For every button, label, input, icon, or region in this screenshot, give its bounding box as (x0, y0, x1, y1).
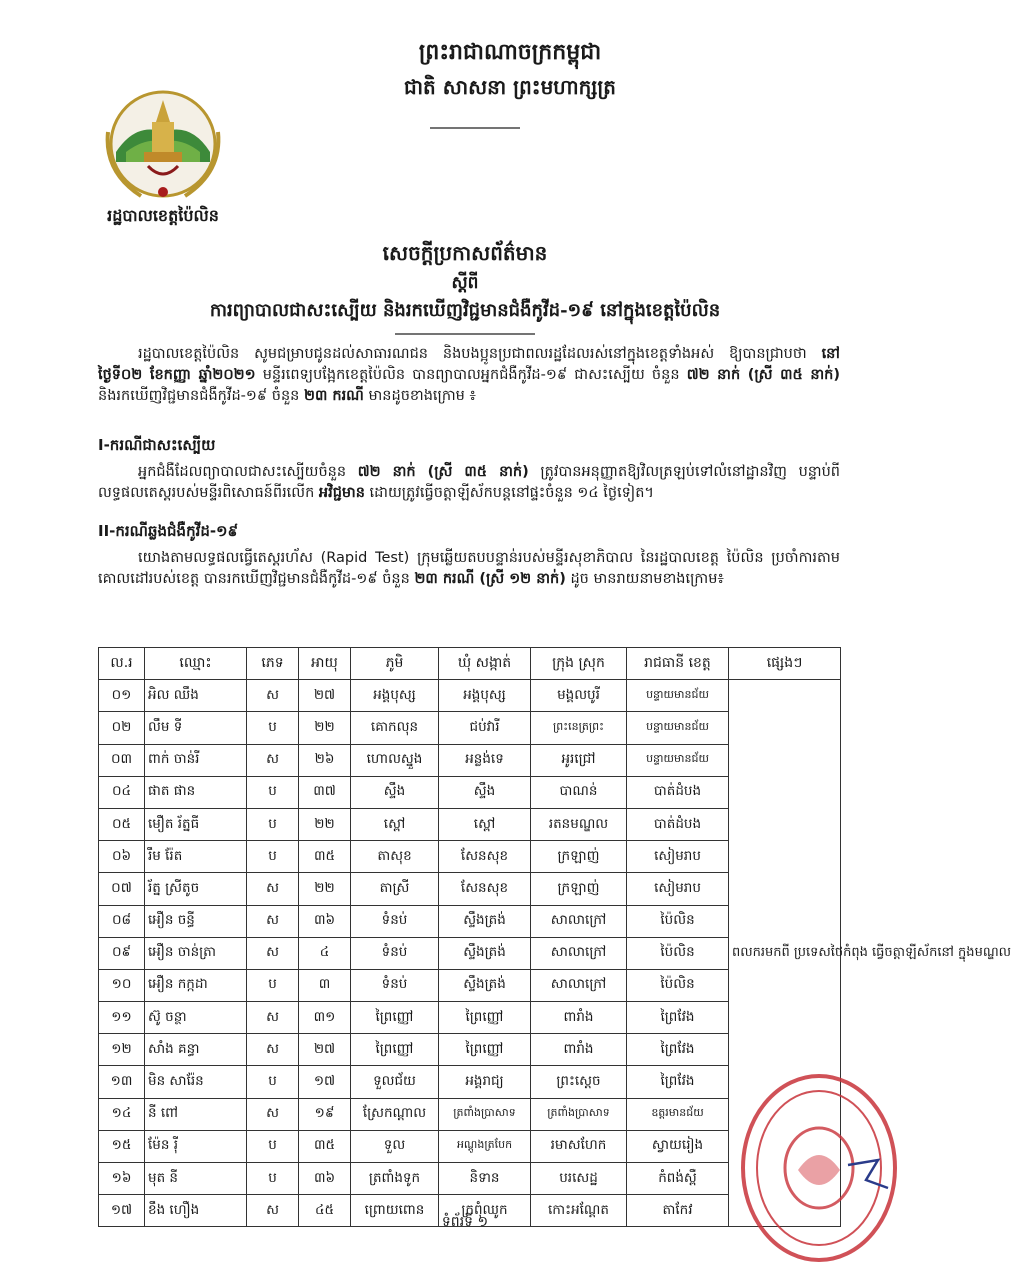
cell-sex: ស (247, 905, 299, 937)
cell-district: មង្គលបូរី (531, 680, 627, 712)
cell-commune: ព្រៃញ្ញៅ (439, 1034, 531, 1066)
cell-village: ទួល (351, 1130, 439, 1162)
col-header-district: ក្រុង ស្រុក (531, 648, 627, 680)
cell-remarks: ពលករមកពី ប្រទេសថៃកំពុង ធ្វើចត្តាឡីស័កនៅ ក្នុងមណ្ឌល (729, 680, 841, 1227)
cell-province: ប៉ៃលិន (627, 905, 729, 937)
cell-district: ក្រឡាញ់ (531, 873, 627, 905)
cell-no: ០៦ (99, 841, 145, 873)
title-divider-icon (395, 330, 535, 338)
cell-district: សាលាក្រៅ (531, 905, 627, 937)
cell-sex: ស (247, 1195, 299, 1227)
cell-commune: ស្ពៅ (439, 808, 531, 840)
cell-commune: ស្ទឹងត្រង់ (439, 969, 531, 1001)
cases-paragraph: យោងតាមលទ្ធផលធ្វើតេស្តរហ័ស (Rapid Test) ក្រុមឆ្លើយតបបន្ទាន់របស់មន្ទីរសុខាភិបាល នៃរដ្ឋបាលខេត្ត ប៉ៃលិន ប្រចាំការតាមគោលដៅរបស់ខេត្ត បានរកឃើញវិជ្ជមានជំងឺកូវីដ-១៩ ចំនួន ២៣ ករណី (ស្រី ១២ នាក់) ដូច មានរាយនាមខាងក្រោម៖ (98, 550, 840, 587)
administration-name: រដ្ឋបាលខេត្តប៉ៃលិន (107, 206, 219, 225)
cell-sex: ស (247, 1098, 299, 1130)
cell-commune: ស្ទឹងត្រង់ (439, 937, 531, 969)
intro-paragraph: រដ្ឋបាលខេត្តប៉ៃលិន សូមជម្រាបជូនដល់សាធារណជន និងបងប្អូនប្រជាពលរដ្ឋដែលរស់នៅក្នុងខេត្តទាំងអស់ ឱ្យបានជ្រាបថា នៅថ្ងៃទី០២ ខែកញ្ញា ឆ្នាំ២០២១ មន្ទីរពេទ្យបង្អែកខេត្តប៉ៃលិន បានព្យាបាលអ្នកជំងឺកូវីដ-១៩ ជាសះស្បើយ ចំនួន ៧២ នាក់ (ស្រី ៣៥ នាក់) និងរកឃើញវិជ្ជមានជំងឺកូវីដ-១៩ ចំនួន ២៣ ករណី មានដូចខាងក្រោម ៖ (98, 346, 841, 404)
cell-age: ២២ (299, 873, 351, 905)
cell-no: ១៥ (99, 1130, 145, 1162)
table-header-row (99, 648, 841, 680)
cell-no: ០៨ (99, 905, 145, 937)
cell-village: ត្រពាំងទូក (351, 1163, 439, 1195)
cell-sex: ស (247, 1002, 299, 1034)
cell-sex: ប (247, 776, 299, 808)
cell-village: តាស្រី (351, 873, 439, 905)
cell-village: គោកលុន (351, 712, 439, 744)
section-cases-heading: II-ករណីឆ្លងជំងឺកូវីដ-១៩ (98, 522, 239, 540)
cell-village: ព្រៃញ្ញៅ (351, 1002, 439, 1034)
col-header-no: ល.រ (99, 648, 145, 680)
cell-age: ៣ (299, 969, 351, 1001)
cell-village: ព្រោយពោន (351, 1195, 439, 1227)
cell-name: នី ពៅ (145, 1098, 247, 1130)
document-subject: ការព្យាបាលជាសះស្បើយ និងរកឃើញវិជ្ជមានជំងឺកូវីដ-១៩ នៅក្នុងខេត្តប៉ៃលិន (209, 300, 721, 321)
table-row (99, 680, 841, 712)
cell-district: ពារាំង (531, 1002, 627, 1034)
cell-no: ០២ (99, 712, 145, 744)
cell-name: អឿន កក្កដា (145, 969, 247, 1001)
cell-district: សាលាក្រៅ (531, 969, 627, 1001)
document-subtitle-about: ស្តីពី (451, 273, 479, 293)
cell-commune: ព្រៃញ្ញៅ (439, 1002, 531, 1034)
cell-age: ២៧ (299, 1034, 351, 1066)
cell-province: បាត់ដំបង (627, 776, 729, 808)
col-header-sex: ភេទ (247, 648, 299, 680)
cell-age: ២៦ (299, 744, 351, 776)
cell-age: ១៧ (299, 1066, 351, 1098)
cell-name: រ័ត្ន ស្រីតូច (145, 873, 247, 905)
cell-sex: ប (247, 712, 299, 744)
cell-name: ផាត ផាន (145, 776, 247, 808)
cell-no: ០៥ (99, 808, 145, 840)
cell-age: ៣៥ (299, 1130, 351, 1162)
cell-village: តាសុខ (351, 841, 439, 873)
cell-sex: ប (247, 1163, 299, 1195)
cell-age: ៣៦ (299, 1163, 351, 1195)
cell-no: ១៤ (99, 1098, 145, 1130)
col-header-other: ផ្សេងៗ (729, 648, 841, 680)
cell-commune: អង្គបុស្ស (439, 680, 531, 712)
cell-age: ៣៦ (299, 905, 351, 937)
cell-sex: ស (247, 937, 299, 969)
official-red-seal-icon (738, 1070, 900, 1266)
cell-name: លឹម ទី (145, 712, 247, 744)
cell-no: ០៣ (99, 744, 145, 776)
cell-village: ព្រៃញ្ញៅ (351, 1034, 439, 1066)
cell-no: ០៤ (99, 776, 145, 808)
cell-age: ៣១ (299, 1002, 351, 1034)
page-number: ទំព័រទី ១ (441, 1214, 489, 1230)
cell-name: អិល ឈឹង (145, 680, 247, 712)
cell-village: ទួលជ័យ (351, 1066, 439, 1098)
case-count: ២៣ ករណី (303, 388, 364, 404)
cell-sex: ស (247, 680, 299, 712)
cell-commune: ស្ទឹង (439, 776, 531, 808)
cell-name: អឿន ចាន់ត្រា (145, 937, 247, 969)
cell-name: ពាក់ ចាន់រី (145, 744, 247, 776)
cell-village: ហោលស្នួង (351, 744, 439, 776)
col-header-age: អាយុ (299, 648, 351, 680)
cell-age: ៤ (299, 937, 351, 969)
cell-no: ១៣ (99, 1066, 145, 1098)
provincial-emblem-icon (96, 82, 230, 206)
cases-table (98, 647, 1011, 1227)
cell-village: ទំនប់ (351, 937, 439, 969)
cell-age: ៣៥ (299, 841, 351, 873)
cell-no: ១១ (99, 1002, 145, 1034)
recovered-paragraph: អ្នកជំងឺដែលព្យាបាលជាសះស្បើយចំនួន ៧២ នាក់ (ស្រី ៣៥ នាក់) ត្រូវបានអនុញ្ញាតឱ្យវិលត្រឡប់ទៅលំនៅដ្ឋានវិញ បន្ទាប់ពីលទ្ធផលតេស្តរបស់មន្ទីរពិសោធន៍ពីរលើក អវិជ្ជមាន ដោយត្រូវធ្វើចត្តាឡីស័កបន្តនៅផ្ទះចំនួន ១៤ ថ្ងៃទៀត។ (98, 464, 841, 501)
cell-province: បន្ទាយមានជ័យ (627, 680, 729, 712)
cell-province: បន្ទាយមានជ័យ (627, 744, 729, 776)
cell-province: ព្រៃវែង (627, 1066, 729, 1098)
cell-age: ២២ (299, 712, 351, 744)
cell-no: ១៧ (99, 1195, 145, 1227)
cell-age: ៤៥ (299, 1195, 351, 1227)
cell-no: ១០ (99, 969, 145, 1001)
cell-name: អឿន ចន្ធី (145, 905, 247, 937)
cell-age: ៣៧ (299, 776, 351, 808)
cell-village: អង្គបុស្ស (351, 680, 439, 712)
cell-village: ស្ពៅ (351, 808, 439, 840)
cell-commune: ត្រពាំងប្រាសាទ (439, 1098, 531, 1130)
cell-province: ព្រៃវែង (627, 1002, 729, 1034)
cell-sex: ប (247, 1130, 299, 1162)
cell-district: ត្រពាំងប្រាសាទ (531, 1098, 627, 1130)
cell-commune: សែនសុខ (439, 873, 531, 905)
cell-province: ឧត្តរមានជ័យ (627, 1098, 729, 1130)
cell-province: កំពង់ស្ពឺ (627, 1163, 729, 1195)
cell-province: ស្វាយរៀង (627, 1130, 729, 1162)
cell-sex: ស (247, 1034, 299, 1066)
cell-commune: ក្រពុំឈូក (439, 1195, 531, 1227)
col-header-village: ភូមិ (351, 648, 439, 680)
cell-district: បរសេដ្ឋ (531, 1163, 627, 1195)
ornament-divider-icon (430, 124, 520, 132)
kingdom-heading: ព្រះរាជាណាចក្រកម្ពុជា (418, 39, 602, 65)
cell-name: មឿត រ័ត្នធី (145, 808, 247, 840)
cell-district: កោះអណ្តែត (531, 1195, 627, 1227)
cell-district: អូរជ្រៅ (531, 744, 627, 776)
cell-commune: និទាន (439, 1163, 531, 1195)
cell-commune: អង្គរាជ្យ (439, 1066, 531, 1098)
cell-village: ទំនប់ (351, 969, 439, 1001)
cell-sex: ប (247, 969, 299, 1001)
cell-sex: ប (247, 841, 299, 873)
cell-province: តាកែវ (627, 1195, 729, 1227)
cell-sex: ប (247, 1066, 299, 1098)
cell-commune: សែនសុខ (439, 841, 531, 873)
cell-name: មុត នី (145, 1163, 247, 1195)
cell-province: សៀមរាប (627, 873, 729, 905)
cell-commune: អន្លង់ទេ (439, 744, 531, 776)
cell-no: ០៩ (99, 937, 145, 969)
cell-province: សៀមរាប (627, 841, 729, 873)
cell-sex: ប (247, 808, 299, 840)
document-title: សេចក្តីប្រកាសព័ត៌មាន (382, 241, 548, 265)
col-header-province: រាជធានី ខេត្ត (627, 648, 729, 680)
cell-age: ២៧ (299, 680, 351, 712)
cell-district: រមាសហែក (531, 1130, 627, 1162)
cell-age: ១៩ (299, 1098, 351, 1130)
cell-village: ស្រែកណ្តាល (351, 1098, 439, 1130)
cell-district: បាណន់ (531, 776, 627, 808)
cell-province: បន្ទាយមានជ័យ (627, 712, 729, 744)
announcement-date: នៅថ្ងៃទី០២ ខែកញ្ញា ឆ្នាំ២០២១ (98, 346, 840, 383)
cell-district: ព្រះនេត្រព្រះ (531, 712, 627, 744)
cell-name: ស៊ូ ចន្ថា (145, 1002, 247, 1034)
cell-no: ១២ (99, 1034, 145, 1066)
cell-province: ប៉ៃលិន (627, 969, 729, 1001)
cell-no: ០១ (99, 680, 145, 712)
cell-village: ទំនប់ (351, 905, 439, 937)
cell-district: ពារាំង (531, 1034, 627, 1066)
cell-age: ២២ (299, 808, 351, 840)
cell-district: រតនមណ្ឌល (531, 808, 627, 840)
cell-province: ប៉ៃលិន (627, 937, 729, 969)
cell-commune: អណ្តូងត្របែក (439, 1130, 531, 1162)
cell-village: ស្ទឹង (351, 776, 439, 808)
cell-name: សាំង គន្ធា (145, 1034, 247, 1066)
recovered-count: ៧២ នាក់ (ស្រី ៣៥ នាក់) (686, 367, 841, 383)
cell-name: មិន សារ៉ែន (145, 1066, 247, 1098)
cell-district: ក្រឡាញ់ (531, 841, 627, 873)
cell-no: ០៧ (99, 873, 145, 905)
cell-district: ព្រះស្តេច (531, 1066, 627, 1098)
cell-province: ព្រៃវែង (627, 1034, 729, 1066)
cell-no: ១៦ (99, 1163, 145, 1195)
cell-name: ម៉ែន រ៉ី (145, 1130, 247, 1162)
cell-sex: ស (247, 873, 299, 905)
cell-commune: ស្ទឹងត្រង់ (439, 905, 531, 937)
cell-name: ខឹង ហឿង (145, 1195, 247, 1227)
cell-name: រឹម រ៉ែត (145, 841, 247, 873)
cell-province: បាត់ដំបង (627, 808, 729, 840)
col-header-name: ឈ្មោះ (145, 648, 247, 680)
national-motto: ជាតិ សាសនា ព្រះមហាក្សត្រ (404, 75, 616, 99)
section-recovered-heading: I-ករណីជាសះស្បើយ (98, 436, 216, 454)
cell-commune: ជប់វារី (439, 712, 531, 744)
cell-sex: ស (247, 744, 299, 776)
cell-district: សាលាក្រៅ (531, 937, 627, 969)
negative-result: អវិជ្ជមាន (318, 485, 365, 501)
col-header-commune: ឃុំ សង្កាត់ (439, 648, 531, 680)
